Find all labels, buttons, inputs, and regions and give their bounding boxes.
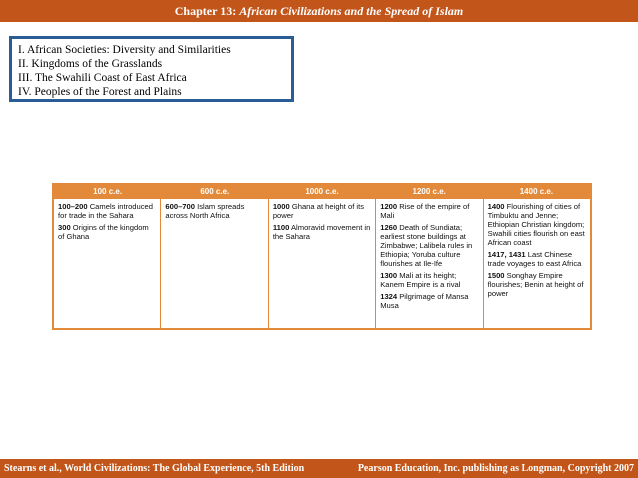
timeline-column	[269, 199, 376, 328]
timeline-entry	[380, 292, 478, 310]
entry-date: 300	[58, 223, 71, 232]
timeline-entry	[488, 271, 586, 298]
timeline-header	[54, 185, 590, 199]
outline-item: I. African Societies: Diversity and Similarities	[18, 44, 231, 56]
slide-footer-bar	[0, 459, 638, 478]
entry-text: Ghana at height of its power	[272, 202, 365, 220]
slide-title-bar	[0, 0, 638, 22]
timeline-entry	[273, 202, 371, 220]
entry-date: 1400	[487, 202, 505, 211]
timeline-body	[54, 199, 590, 328]
entry-date: 600–700	[165, 202, 195, 211]
timeline-entry	[58, 223, 156, 241]
timeline-column	[161, 199, 268, 328]
timeline-entry	[273, 223, 371, 241]
entry-date: 1500	[487, 271, 505, 280]
chapter-title: African Civilizations and the Spread of Islam	[239, 4, 464, 18]
outline-item: III. The Swahili Coast of East Africa	[18, 72, 187, 84]
timeline-entry	[380, 271, 478, 289]
entry-date: 1100	[272, 223, 290, 232]
timeline-column	[484, 199, 590, 328]
timeline-header-cell: 1000 c.e.	[305, 187, 339, 196]
footer-copyright: Pearson Education, Inc. publishing as Longman, Copyright 2007	[357, 463, 634, 474]
entry-text: Songhay Empire flourishes; Benin at height of power	[487, 271, 584, 298]
entry-text: Last Chinese trade voyages to east Africa	[487, 250, 582, 268]
entry-text: Origins of the kingdom of Ghana	[58, 223, 149, 241]
timeline-entry	[165, 202, 263, 220]
entry-date: 1200	[380, 202, 398, 211]
entry-text: Flourishing of cities of Timbuktu and Jenne; Ethiopian Christian kingdom; Swahili cities flourish on east African coast	[487, 202, 585, 247]
timeline-table	[52, 183, 592, 330]
timeline-entry	[488, 202, 586, 247]
entry-text: Islam spreads across North Africa	[165, 202, 245, 220]
entry-text: Camels introduced for trade in the Sahara	[58, 202, 154, 220]
timeline-entry	[380, 202, 478, 220]
timeline-header-cell: 1200 c.e.	[412, 187, 446, 196]
timeline-entry	[488, 250, 586, 268]
entry-text: Rise of the empire of Mali	[380, 202, 470, 220]
entry-date: 100–200	[58, 202, 88, 211]
entry-text: Death of Sundiata; earliest stone buildings at Zimbabwe; Lalibela rules in Ethiopia; Yoruba culture flourishes at Ile-Ife	[380, 223, 473, 268]
outline-box	[9, 36, 294, 102]
entry-text: Mali at its height; Kanem Empire is a rival	[380, 271, 461, 289]
timeline-column	[376, 199, 483, 328]
entry-date: 1300	[380, 271, 398, 280]
timeline-header-cell: 600 c.e.	[200, 187, 230, 196]
entry-date: 1000	[272, 202, 290, 211]
footer-citation: Stearns et al., World Civilizations: The Global Experience, 5th Edition	[4, 463, 305, 474]
timeline-header-cell: 100 c.e.	[93, 187, 123, 196]
entry-text: Pilgrimage of Mansa Musa	[380, 292, 469, 310]
entry-date: 1260	[380, 223, 398, 232]
entry-date: 1417, 1431	[487, 250, 526, 259]
entry-date: 1324	[380, 292, 398, 301]
timeline-entry	[58, 202, 156, 220]
entry-text: Almoravid movement in the Sahara	[272, 223, 371, 241]
timeline-entry	[380, 223, 478, 268]
outline-item: IV. Peoples of the Forest and Plains	[18, 86, 182, 98]
outline-item: II. Kingdoms of the Grasslands	[18, 58, 163, 70]
timeline-header-cell: 1400 c.e.	[519, 187, 554, 196]
timeline-column	[54, 199, 161, 328]
chapter-label: Chapter 13:	[174, 4, 240, 18]
